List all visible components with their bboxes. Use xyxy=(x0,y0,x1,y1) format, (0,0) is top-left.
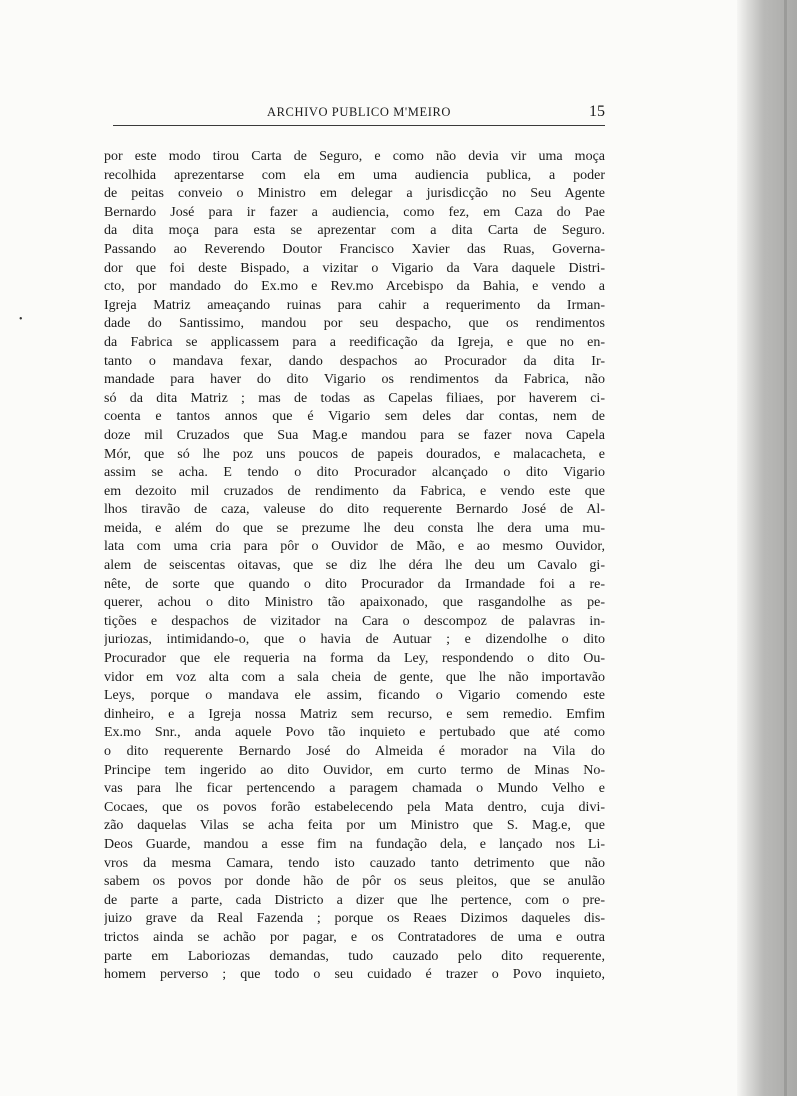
text-line: zão daquelas Vilas se acha feita por um Ministro que S. Mag.e, que xyxy=(104,818,605,834)
text-line: Procurador que ele requeria na forma da Ley, respondendo o dito Ou- xyxy=(104,651,605,667)
page-edge-shadow xyxy=(737,0,797,1096)
text-line: alem de seiscentas oitavas, que se diz lhe déra lhe deu um Cavalo gi- xyxy=(104,558,605,574)
text-line: cto, por mandado do Ex.mo e Rev.mo Arcebispo da Bahia, e vendo a xyxy=(104,279,605,295)
text-line: juizo grave da Real Fazenda ; porque os Reaes Dizimos daqueles dis- xyxy=(104,911,605,927)
header-title: ARCHIVO PUBLICO M'MEIRO xyxy=(266,105,452,119)
text-line: parte em Laboriozas demandas, tudo cauzado pelo dito requerente, xyxy=(104,948,605,964)
text-line: Ex.mo Snr., anda aquele Povo tão inquieto e pertubado que até como xyxy=(104,725,605,741)
text-line: vros da mesma Camara, tendo isto cauzado tanto detrimento que não xyxy=(104,855,605,871)
text-line: de peitas conveio o Ministro em delegar a jurisdicção no Seu Agente xyxy=(104,186,605,202)
header-rule xyxy=(113,125,605,126)
page-edge-line xyxy=(784,0,787,1096)
text-line: Principe tem ingerido ao dito Ouvidor, em curto termo de Minas No- xyxy=(104,762,605,778)
text-line: Bernardo José para ir fazer a audiencia, como fez, em Caza do Pae xyxy=(104,204,605,220)
text-line: só da dita Matriz ; mas de todas as Capelas filiaes, por haverem ci- xyxy=(104,390,605,406)
text-line: Cocaes, que os povos forão estabelecendo pela Mata dentro, cuja divi- xyxy=(104,799,605,815)
text-line: Leys, porque o mandava ele assim, ficando o Vigario comendo este xyxy=(104,688,605,704)
text-line: doze mil Cruzados que Sua Mag.e mandou para se fazer nova Capela xyxy=(104,427,605,443)
text-line: da Fabrica se applicassem para a reedificação da Igreja, e que no en- xyxy=(104,334,605,350)
body-paragraph xyxy=(104,148,605,985)
text-line: assim se acha. E tendo o dito Procurador alcançado o dito Vigario xyxy=(104,465,605,481)
text-line: homem perverso ; que todo o seu cuidado é trazer o Povo inquieto, xyxy=(104,967,605,983)
text-line: Passando ao Reverendo Doutor Francisco Xavier das Ruas, Governa- xyxy=(104,241,605,257)
text-line: vas para lhe ficar pertencendo a paragem chamada o Mundo Velho e xyxy=(104,781,605,797)
running-header xyxy=(113,103,605,125)
text-line: o dito requerente Bernardo José do Almeida é morador na Vila do xyxy=(104,744,605,759)
text-line: trictos ainda se achão por pagar, e os Contratadores de uma e outra xyxy=(104,929,605,945)
page-number: 15 xyxy=(589,103,605,120)
margin-mark: • xyxy=(19,314,23,325)
text-line: coenta e tantos annos que é Vigario sem deles dar contas, nem de xyxy=(104,409,605,425)
text-line: vidor em voz alta com a sala cheia de gente, que lhe não importavão xyxy=(104,669,605,685)
text-line: Igreja Matriz ameaçando ruinas para cahir a requerimento da Irman- xyxy=(104,297,605,313)
text-line: nête, de sorte que quando o dito Procurador da Irmandade foi a re- xyxy=(104,576,605,592)
text-line: meida, e além do que se prezume lhe deu consta lhe dera uma mu- xyxy=(104,520,605,536)
text-line: tanto o mandava fexar, dando despachos ao Procurador da dita Ir- xyxy=(104,353,605,369)
text-line: da dita moça para esta se aprezentar com a dita Carta de Seguro. xyxy=(104,223,605,239)
text-line: dade do Santissimo, mandou por seu despacho, que os rendimentos xyxy=(104,316,605,332)
text-line: sabem os povos por donde hão de pôr os seus pleitos, que se anulão xyxy=(104,874,605,890)
text-line: querer, achou o dito Ministro tão apaixonado, que rasgandolhe as pe- xyxy=(104,595,605,611)
text-line: de parte a parte, cada Districto a dizer que lhe pertence, com o pre- xyxy=(104,892,605,908)
text-line: juriozas, intimidando-o, que o havia de Autuar ; e dizendolhe o dito xyxy=(104,632,605,648)
text-line: por este modo tirou Carta de Seguro, e como não devia vir uma moça xyxy=(104,149,605,164)
text-line: tições e despachos de vizitador na Cara o descompoz de palavras in- xyxy=(104,613,605,629)
text-line: em dezoito mil cruzados de rendimento da Fabrica, e vendo este que xyxy=(104,483,605,499)
text-line: dor que foi deste Bispado, a vizitar o Vigario da Vara daquele Distri- xyxy=(104,260,605,276)
text-line: lhos tiravão de caza, valeuse do dito requerente Bernardo José de Al- xyxy=(104,502,605,518)
text-line: mandade para haver do dito Vigario os rendimentos da Fabrica, não xyxy=(104,372,605,388)
text-line: lata com uma cria para pôr o Ouvidor de Mão, e ao mesmo Ouvidor, xyxy=(104,539,605,555)
text-line: Mór, que só lhe poz uns poucos de papeis dourados, e malacacheta, e xyxy=(104,446,605,462)
text-line: dinheiro, e a Igreja nossa Matriz sem recurso, e sem remedio. Emfim xyxy=(104,706,605,722)
text-line: Deos Guarde, mandou a esse fim na fundação dela, e lançado nos Li- xyxy=(104,836,605,852)
text-line: recolhida aprezentarse com ela em uma audiencia publica, a poder xyxy=(104,167,605,183)
